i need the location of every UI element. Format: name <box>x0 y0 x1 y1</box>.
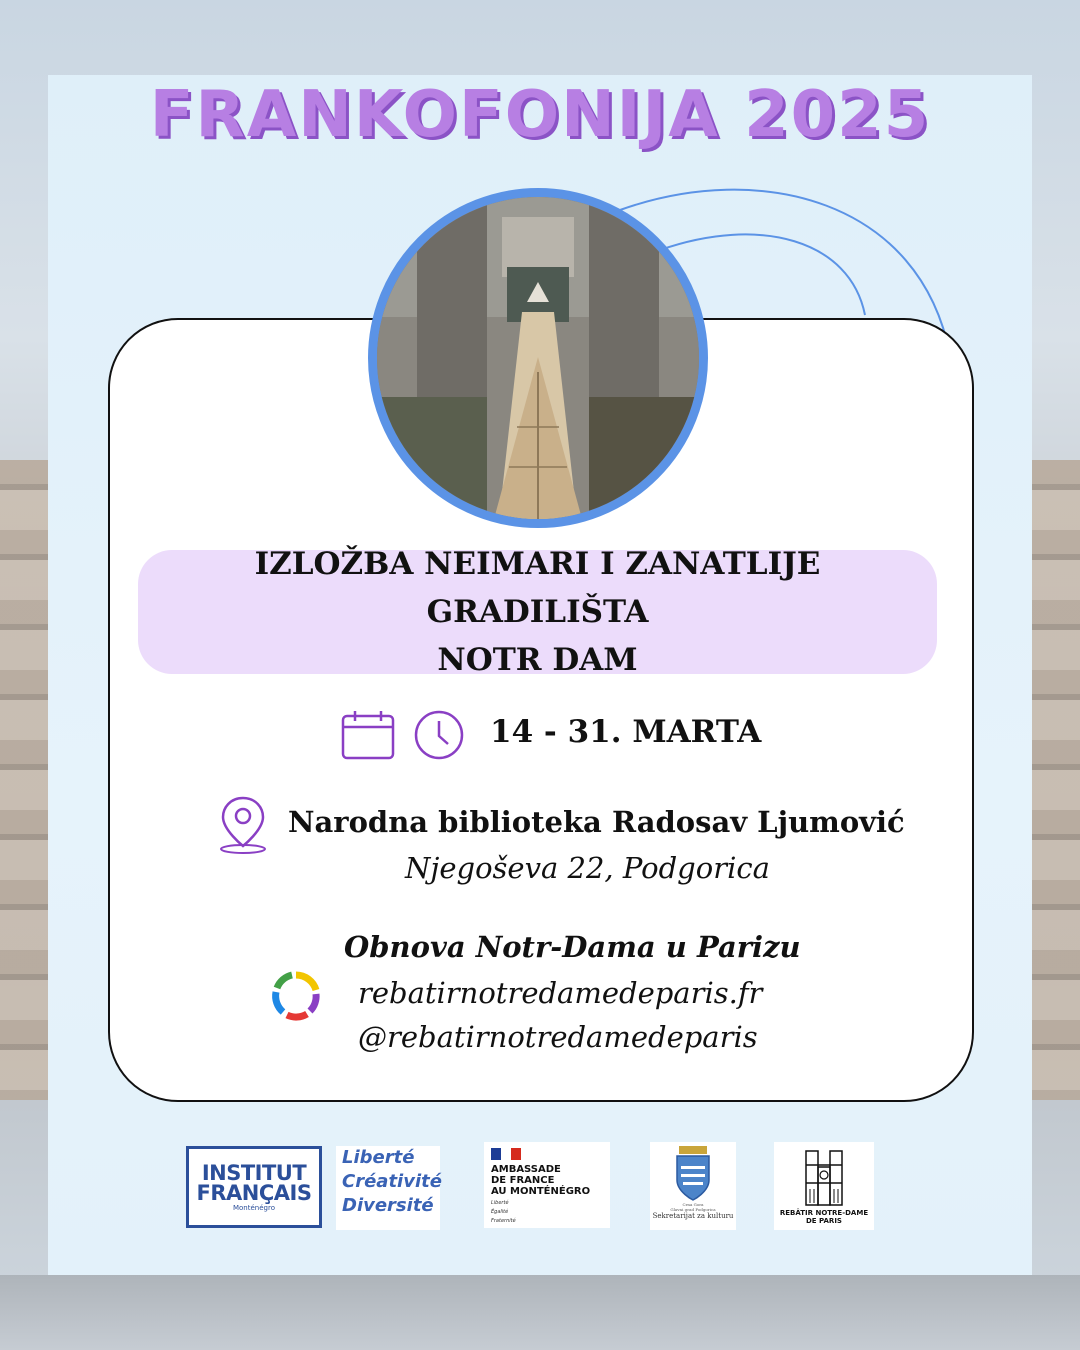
motto-logo <box>336 1146 440 1230</box>
institut-francais-logo <box>186 1146 322 1228</box>
embassy-motto2: Égalité <box>491 1209 509 1215</box>
event-dates: 14 - 31. MARTA <box>490 714 762 750</box>
clock-icon <box>412 708 466 762</box>
embassy-line1: AMBASSADE <box>491 1164 561 1175</box>
institut-logo-line2: FRANÇAIS <box>196 1181 312 1205</box>
project-website-link[interactable]: rebatirnotredamedeparis.fr <box>358 976 763 1010</box>
exhibition-title <box>148 540 928 684</box>
rebatir-notre-dame-logo <box>774 1142 874 1230</box>
city-logo-small1: Crna Gora <box>682 1202 704 1207</box>
background-ground <box>0 1275 1080 1350</box>
venue-name: Narodna biblioteka Radosav Ljumović <box>288 805 905 839</box>
institut-logo-sub: Monténégro <box>232 1204 275 1212</box>
motto-line2: Créativité <box>342 1171 442 1192</box>
embassy-line3: AU MONTÉNÉGRO <box>491 1186 591 1197</box>
colorful-ring-icon <box>270 970 322 1022</box>
french-flag-icon <box>491 1148 521 1160</box>
project-title: Obnova Notr-Dama u Parizu <box>344 930 801 964</box>
institut-logo-line1: INSTITUT <box>201 1161 307 1185</box>
poster-title: FRANKOFONIJA 2025 <box>149 78 931 152</box>
motto-line1: Liberté <box>342 1147 415 1168</box>
cathedral-facade-icon <box>804 1145 844 1207</box>
rebatir-logo-name: REBÂTIR NOTRE-DAME DE PARIS <box>779 1209 869 1225</box>
city-logo-small2: Glavni grad Podgorica <box>670 1207 716 1212</box>
location-pin-icon <box>216 794 270 856</box>
embassy-logo <box>484 1142 610 1228</box>
exhibition-banner <box>138 546 937 678</box>
podgorica-culture-logo <box>650 1142 736 1230</box>
embassy-motto3: Fraternité <box>491 1218 516 1224</box>
motto-line3: Diversité <box>342 1195 434 1216</box>
exhibition-title-line1: IZLOŽBA NEIMARI I ZANATLIJE GRADILIŠTA <box>254 546 821 630</box>
city-crest-icon <box>673 1144 713 1202</box>
notre-dame-construction-photo <box>368 188 708 528</box>
venue-address: Njegoševa 22, Podgorica <box>405 851 770 885</box>
embassy-line2: DE FRANCE <box>491 1175 555 1186</box>
calendar-icon <box>340 708 396 762</box>
city-logo-name: Sekretarijat za kulturu <box>652 1212 734 1220</box>
embassy-motto1: Liberté <box>491 1200 509 1206</box>
project-social-handle[interactable]: @rebatirnotredamedeparis <box>358 1020 758 1054</box>
exhibition-title-line2: NOTR DAM <box>437 642 638 678</box>
